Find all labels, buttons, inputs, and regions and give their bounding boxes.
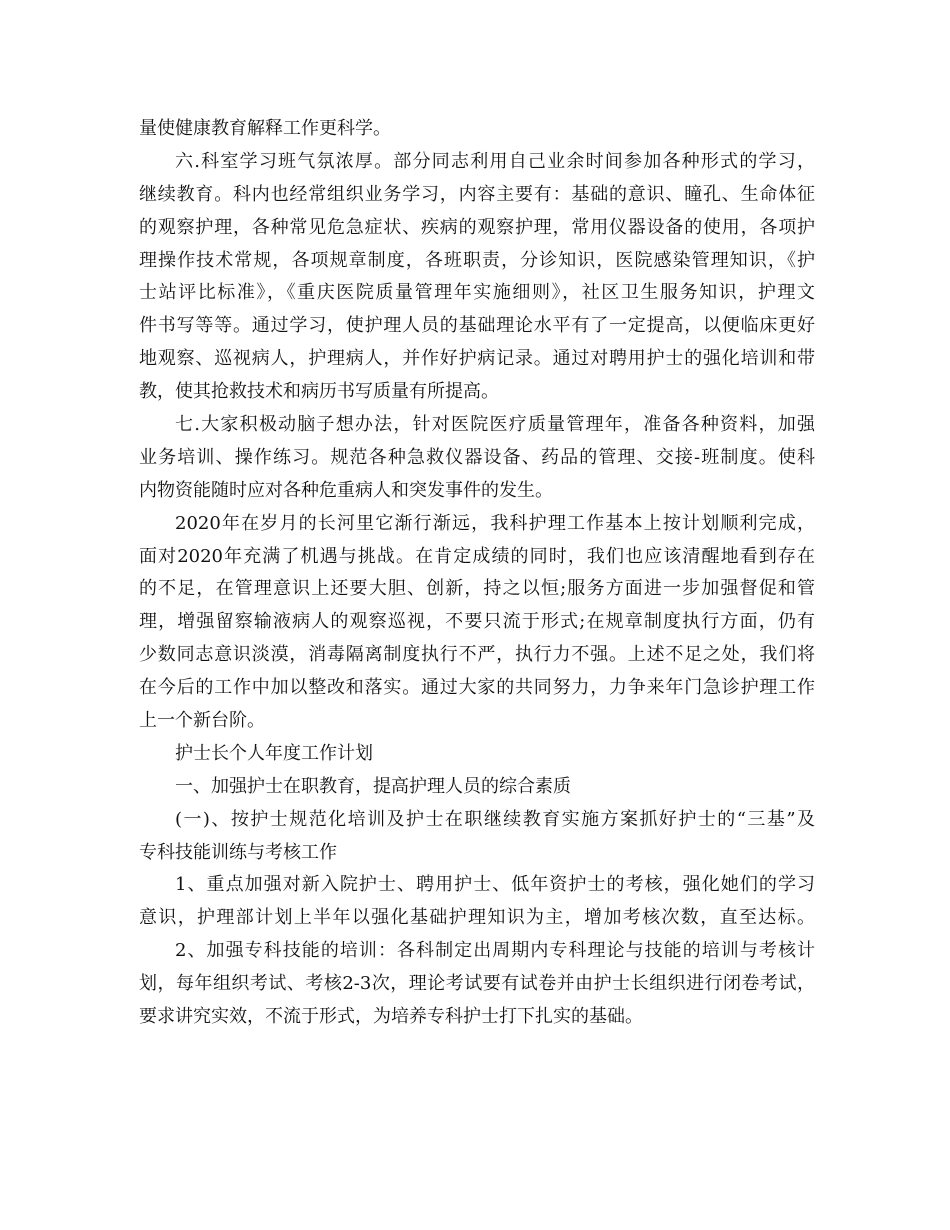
text-line: 士站评比标准》，《重庆医院质量管理年实施细则》，社区卫生服务知识，护理文 xyxy=(139,282,815,304)
text-line: 意识，护理部计划上半年以强化基础护理知识为主，增加考核次数，直至达标。 xyxy=(139,907,815,929)
text-line: (一)、按护士规范化培训及护士在职继续教育实施方案抓好护士的“三基”及 xyxy=(175,808,815,830)
text-line: 业务培训、操作练习。规范各种急救仪器设备、药品的管理、交接-班制度。使科 xyxy=(139,446,815,468)
text-line: 上一个新台阶。 xyxy=(139,710,265,732)
text-line: 量使健康教育解释工作更科学。 xyxy=(139,118,391,139)
text-line: 一、加强护士在职教育，提高护理人员的综合素质 xyxy=(175,775,571,797)
text-line: 少数同志意识淡漠，消毒隔离制度执行不严，执行力不强。上述不足之处，我们将 xyxy=(139,644,815,666)
text-line: 继续教育。科内也经常组织业务学习，内容主要有：基础的意识、瞳孔、生命体征 xyxy=(139,183,815,205)
text-line: 划，每年组织考试、考核2-3次，理论考试要有试卷并由护士长组织进行闭卷考试， xyxy=(139,973,815,995)
text-line: 专科技能训练与考核工作 xyxy=(139,841,337,863)
text-line: 内物资能随时应对各种危重病人和突发事件的发生。 xyxy=(139,479,553,501)
text-line: 护士长个人年度工作计划 xyxy=(175,742,373,764)
text-line: 在今后的工作中加以整改和落实。通过大家的共同努力，力争来年门急诊护理工作 xyxy=(139,677,815,699)
text-line: 理操作技术常规，各项规章制度，各班职责，分诊知识，医院感染管理知识，《护 xyxy=(139,249,815,271)
text-line: 理，增强留察输液病人的观察巡视，不要只流于形式;在规章制度执行方面，仍有 xyxy=(139,611,815,633)
text-line: 地观察、巡视病人，护理病人，并作好护病记录。通过对聘用护士的强化培训和带 xyxy=(139,348,815,370)
text-line: 的观察护理，各种常见危急症状、疾病的观察护理，常用仪器设备的使用，各项护 xyxy=(139,216,815,238)
text-line: 六.科室学习班气氛浓厚。部分同志利用自己业余时间参加各种形式的学习， xyxy=(175,150,815,172)
text-line: 教，使其抢救技术和病历书写质量有所提高。 xyxy=(139,381,499,403)
text-line: 七.大家积极动脑子想办法，针对医院医疗质量管理年，准备各种资料，加强 xyxy=(175,414,815,436)
text-line: 2020年在岁月的长河里它渐行渐远，我科护理工作基本上按计划顺利完成， xyxy=(175,512,815,534)
text-line: 件书写等等。通过学习，使护理人员的基础理论水平有了一定提高，以便临床更好 xyxy=(139,315,815,337)
text-line: 的不足，在管理意识上还要大胆、创新，持之以恒;服务方面进一步加强督促和管 xyxy=(139,578,815,600)
text-line: 1、重点加强对新入院护士、聘用护士、低年资护士的考核，强化她们的学习 xyxy=(175,874,815,896)
text-line: 要求讲究实效，不流于形式，为培养专科护士打下扎实的基础。 xyxy=(139,1006,643,1028)
text-line: 2、加强专科技能的培训：各科制定出周期内专科理论与技能的培训与考核计 xyxy=(175,940,815,962)
document-body xyxy=(139,113,815,1034)
text-line: 面对2020年充满了机遇与挑战。在肯定成绩的同时，我们也应该清醒地看到存在 xyxy=(139,545,815,567)
